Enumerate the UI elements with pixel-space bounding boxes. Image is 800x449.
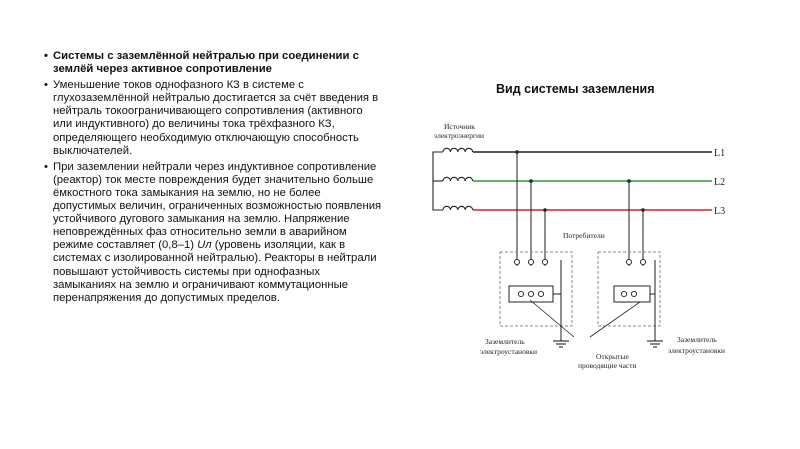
exposed-parts-label-line2: проводящие части (578, 361, 637, 370)
consumer-2 (598, 252, 663, 347)
consumer-1 (500, 252, 572, 347)
bullet-glyph: • (44, 50, 48, 62)
ground-left-label-line2: электроустановки (480, 347, 538, 356)
coil-l1-icon (443, 148, 473, 152)
source-label-line1: Источник (444, 122, 475, 131)
source-windings (433, 148, 473, 210)
paragraph-reactor-part2: (уровень изоляции, как в системах с изолированной нейтралью). Реакторы в нейтрали повышают устойчивость системы при однофазных замыканиях на землю и ограничивают коммутационные перенапряжения до допустимых пределов. (53, 239, 377, 304)
ground-right-label-line1: Заземлитель (677, 335, 717, 344)
bullet-glyph: • (44, 160, 48, 173)
source-label-line2: электроэнергии (434, 131, 485, 140)
line-voltage-symbol: Uл (197, 239, 212, 252)
phase-label-l1: L1 (714, 148, 726, 159)
exposed-parts-label-line1: Открытые (596, 352, 629, 361)
source-neutral-line (433, 181, 443, 210)
ground-icon (647, 341, 663, 347)
source-neutral-line (433, 152, 443, 181)
phase-label-l3: L3 (714, 206, 726, 217)
ground-icon (553, 341, 569, 347)
drop-wires (517, 152, 643, 266)
exposed-parts-leaders (530, 300, 640, 337)
ground-left-label-line1: Заземлитель (485, 337, 525, 346)
heading-text: Системы с заземлённой нейтралью при соединении с землёй через активное сопротивление (53, 50, 359, 76)
paragraph-current-limiting: Уменьшение токов однофазного КЗ в системе с глухозаземлённой нейтралью достигается за счёт введения в нейтраль токоограничивающего сопротивления (активного или индуктивного) до величины тока трёхфазного КЗ, определяющего необходимую отключающую способность выключателей. (53, 79, 379, 157)
phase-label-l2: L2 (714, 177, 726, 188)
bullet-glyph: • (44, 79, 48, 92)
paragraph-reactor-part1: При заземлении нейтрали через индуктивное сопротивление (реактор) ток месте повреждения будет значительно больше ёмкостного тока замыкания на землю, но не более допустимых величин, ограниченных возможностью появления устойчивого дугового замыкания на землю. Напряжение неповреждённых фаз относительно земли в аварийном режиме составляет (0,8–1) (53, 160, 382, 252)
coil-l2-icon (443, 177, 473, 181)
ground-right-label-line2: электроустановки (668, 346, 726, 355)
coil-l3-icon (443, 206, 473, 210)
diagram-title: Вид системы заземления (496, 82, 655, 96)
consumers-label: Потребители (563, 231, 605, 240)
